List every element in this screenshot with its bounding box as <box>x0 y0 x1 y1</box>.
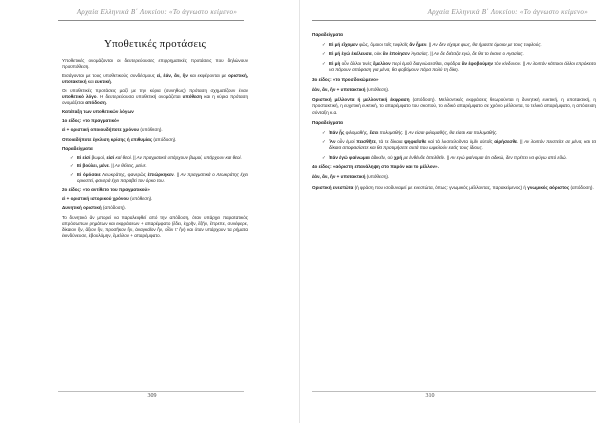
type-2-apodosis-formula: Δυνητική οριστική (απόδοση). <box>62 205 126 211</box>
right-page-number: 310 <box>425 393 435 399</box>
conjunctions-paragraph: Εισάγονται με τους υποθετικούς συνδέσμους εἰ, ἐάν, ἄν, ἤν και εκφέρονται με οριστική, υποτακτική και ευκτική. <box>62 72 248 84</box>
right-header-rule <box>312 20 596 21</box>
list-item: ✓ Εἰ ὁμόσαιε Λεωκράτης, φανερῶς ἐπιώρκηκεν. || Αν πραγματικά ο Λεωκράτης έχει ορκιστεί, φανερά έχει παραβεί τον όρκο του. <box>70 171 248 183</box>
type-3-heading: 3ο είδος: «το προσδοκώμενο» <box>312 76 379 82</box>
check-icon: ✓ <box>322 42 326 48</box>
check-icon: ✓ <box>322 154 326 160</box>
type-3-apodosis-formula: Οριστική μέλλοντα ή μελλοντική έκφραση (απόδοση). Μελλοντικές εκφράσεις θεωρούνται η δυνητική ευκτική, η υποτακτική, η προστακτική, η ευχετική ευκτική, το απαρέμφατο του σκοπού, το ειδικό απαρέμφατο σε χρόνο μέλλοντα, το τελικό απαρέμφατο, η απόσειση σύνταξη κ.α. <box>312 96 596 115</box>
list-item: ✓ Εἰ μὴ οὗν ἄλλοι τινὲς ἔμελλον περί ἐμοῦ διαγνώσεσθαι, σφόδρα ἄν ἐφοβούμην τὸν κίνδυνον. || Αν λοιπόν κάποιοι άλλοι επρόκειτο να πάρουν απόφαση για μένα, θα φοβόμουν πάρα πολύ τη δίκη. <box>322 60 597 73</box>
list-item: ✓ Ἐάν ᾖς φιλομαθής, ἔσει πολυμαθής. || Αν είσαι φιλομαθής, θα είσαι και πολυμαθής. <box>322 129 498 135</box>
page-title: Υποθετικές προτάσεις <box>103 38 207 50</box>
list-item: ✓ Εἰ μή ἐγώ ἐκέλευσα, οὐκ ἄν ἐποίησεν Ἀγασίας. || Αν δε διέταζα εγώ, δε θα το έκανε ο Αγασίας. <box>322 51 524 57</box>
check-icon: ✓ <box>322 129 326 135</box>
type-4-hypothesis-formula: ἐάν, ἄν, ἤν + υποτακτική (υπόθεση). <box>312 174 390 180</box>
conditional-logic-paragraph: Οι υποθετικές προτάσεις μαζί με την κύρια (συνηθως) πρόταση σχηματίζουν έναν υποθετικό λόγο. Η δευτερεύουσα υποθετική ονομάζεται υπόθεση και η κύρια πρόταση ονομάζεται απόδοση. <box>62 87 249 105</box>
type-2-examples-list <box>322 42 596 73</box>
type-2-heading: 2ο είδος: «το αντίθετο του πραγματικού» <box>62 186 150 192</box>
potential-an-omission-paragraph: Το δυνητικό ἄν μπορεί να παραλειφθεί από την απόδοση, όταν υπάρχει παρατατικός απρόσωπων ρημάτων και εκφράσεων + απαρέμφατο (ἔδει, ἐχρῆν, ἔξῆν, ἔπρεπε, συνέφερε, δίκαιον ἦν, ἄξιον ἦν, προσῆκον ἦν, ἀναγκαῖον ἦν, οἷόν τ' ἦν) και όταν υπάρχουν τα ρήματα ἐκινδύνευσε, ἐβουλόμην, ἔμελλον + απαρέμφατο. <box>62 214 248 238</box>
type-1-apodosis-formula: Οποιαδήποτε έγκλιση κρίσης ή επιθυμίας (απόδοση). <box>62 136 177 142</box>
left-running-head: Αρχαία Ελληνικά Β΄ Λυκείου: «Το άγνωστο κείμενο» <box>76 8 238 16</box>
examples-heading: Παραδείγματα <box>312 119 343 125</box>
examples-heading: Παραδείγματα <box>312 32 343 37</box>
check-icon: ✓ <box>70 163 74 169</box>
type-1-hypothesis-formula: εἰ + οριστική οποιουδήποτε χρόνου (υπόθεση). <box>62 127 163 133</box>
right-running-head: Αρχαία Ελληνικά Β΄ Λυκείου: «Το άγνωστο κείμενο» <box>427 8 588 16</box>
definition-paragraph: Υποθετικές ονομάζονται οι δευτερεύουσες επιρρηματικές προτάσεις που δηλώνουν προϋπόθεση. <box>62 57 248 69</box>
examples-heading: Παραδείγματα <box>62 145 93 151</box>
type-3-hypothesis-formula: ἐάν, ἄν, ἤν + υποτακτική (υπόθεση). <box>312 86 390 92</box>
check-icon: ✓ <box>322 51 326 57</box>
type-4-apodosis-formula: Οριστική ενεστώτα (ή φράση που ισοδυναμεί με ενεστώτα, όπως: γνωμικός μέλλοντας, παρακείμενος) ή γνωμικός αόριστος (απόδοση). <box>312 184 594 190</box>
right-page <box>300 0 600 423</box>
type-4-heading: 4ο είδος: «αόριστη επανάληψη στο παρόν και το μέλλον». <box>312 164 439 170</box>
check-icon: ✓ <box>70 155 74 161</box>
list-item: ✓ Εἰ μή εἴχομεν φῶς, ὅμοιοι τοῖς τυφλοῖς ἄν ἦμεν. || Αν δεν είχαμε φως, θα ήμαστε όμοιοι με τους τυφλούς. <box>322 42 542 48</box>
left-page-content <box>62 26 248 242</box>
section-heading-classification: Κατάταξη των υποθετικών λόγων <box>62 109 134 115</box>
list-item: ✓ Ἐάν ἐγώ φαίνωμαι ἀδικεῖν, οὐ χρή με ἐνθένδε ἀπελθεῖν. || Αν εγώ φαίνομαι ότι αδικώ, δεν πρέπει να φύγω από εδώ. <box>322 154 567 160</box>
left-header-rule <box>58 20 244 21</box>
type-1-heading: 1ο είδος: «το πραγματικό» <box>62 118 120 124</box>
left-footer-rule <box>58 391 244 392</box>
check-icon: ✓ <box>322 139 326 145</box>
type-2-hypothesis-formula: εἰ + οριστική ιστορικού χρόνου (υπόθεση). <box>62 196 153 202</box>
type-3-examples-list <box>322 130 596 161</box>
check-icon: ✓ <box>70 171 74 177</box>
check-icon: ✓ <box>322 60 326 66</box>
right-footer-rule <box>312 391 596 392</box>
list-item: ✓ Εἰ βούλει, μένε. || Αν θέλεις, μείνε. <box>70 163 147 169</box>
list-item: ✓ Εἰ εἰσί βωμοί, εἰσί καί θεοί. || Αν πραγματικά υπάρχουν βωμοί, υπάρχουν και θεοί. <box>70 155 242 161</box>
type-1-examples-list <box>70 155 248 184</box>
list-item: ✓ Ἄν οὖν ἐμοί πεισθῆτε, τά τε δίκαια ψηφιεῖσθε καί τά λυσιτελοῦντα ὑμῖν αὐτοῖς αἱρήσεσθε. || Αν λοιπόν πειστείτε σε μένα, και τα δίκαια αποφασίσετε και θα προτιμήσετε αυτά που ωφελούν εσάς τους ίδιους. <box>322 139 596 151</box>
left-page-number: 309 <box>147 393 157 399</box>
right-page-content <box>312 26 596 195</box>
